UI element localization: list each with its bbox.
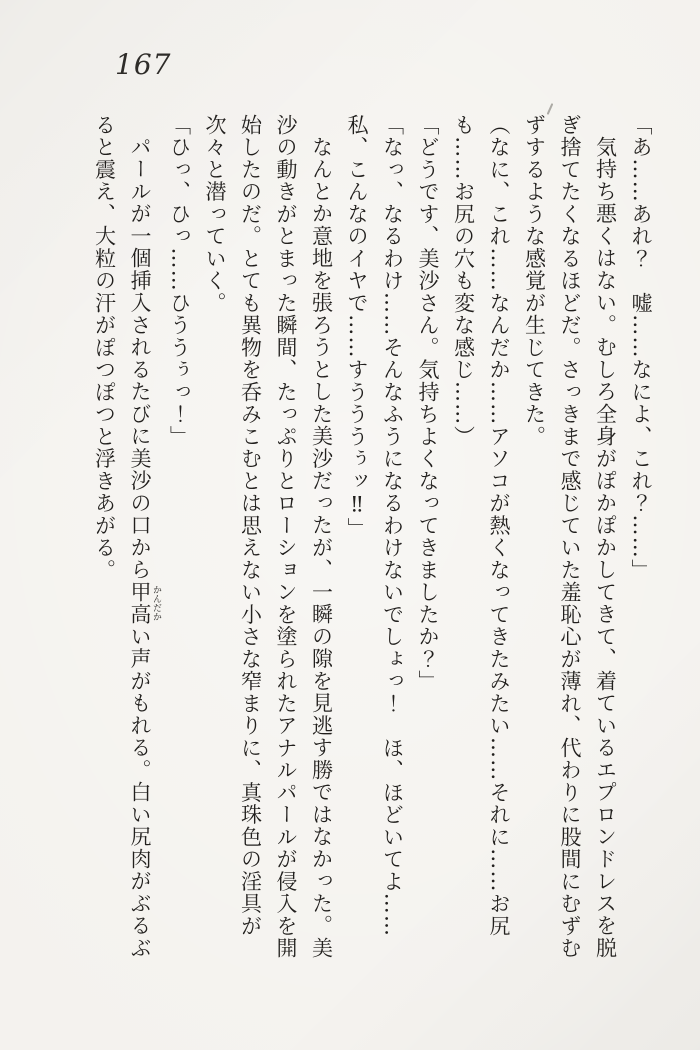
paragraph-4: 「どうです、美沙さん。気持ちよくなってきましたか？」	[416, 114, 440, 693]
page-number: 167	[115, 48, 172, 81]
paragraph-2: 気持ち悪くはない。むしろ全身がぽかぽかしてきて、着ているエプロンドレスを脱ぎ捨てたくなるほどだ。さっきまで感じていた羞恥心が薄れ、代わりに股間にむずむずするような感覚が生じてきた。	[522, 114, 618, 960]
paragraph-8: パールが一個挿入されるたびに美沙の口から甲高 かんだかい声がもれる。白い尻肉がぶるぶると震え、大粒の汗がぽつぽつと浮きあがる。	[92, 114, 161, 960]
paragraph-3: （なに、これ……なんだか……アソコが熱くなってきたみたい……それに……お尻も……お尻の穴も変な感じ……）	[451, 114, 511, 938]
furigana-annotated-word: 甲高 かんだか	[128, 581, 161, 626]
body-text	[86, 114, 658, 960]
paragraph-5: 「なっ、なるわけ……そんなふうになるわけないでしょっ！ ほ、ほどいてよ……私、こんなのイヤで……すうううぅッ‼」	[345, 114, 405, 938]
paragraph-1: 「あ……あれ？ 嘘……なによ、これ？……」	[629, 114, 653, 582]
paragraph-7: 「ひっ、ひっ……ひううぅっ！」	[167, 114, 192, 448]
paragraph-6: なんとか意地を張ろうとした美沙だったが、一瞬の隙を見逃す勝ではなかった。美沙の動きがとまった瞬間、たっぷりとローションを塗られたアナルパールが侵入を開始したのだ。とても異物を呑みこむとは思えない小さな窄まりに、真珠色の淫具が次々と潜っていく。	[203, 114, 334, 960]
